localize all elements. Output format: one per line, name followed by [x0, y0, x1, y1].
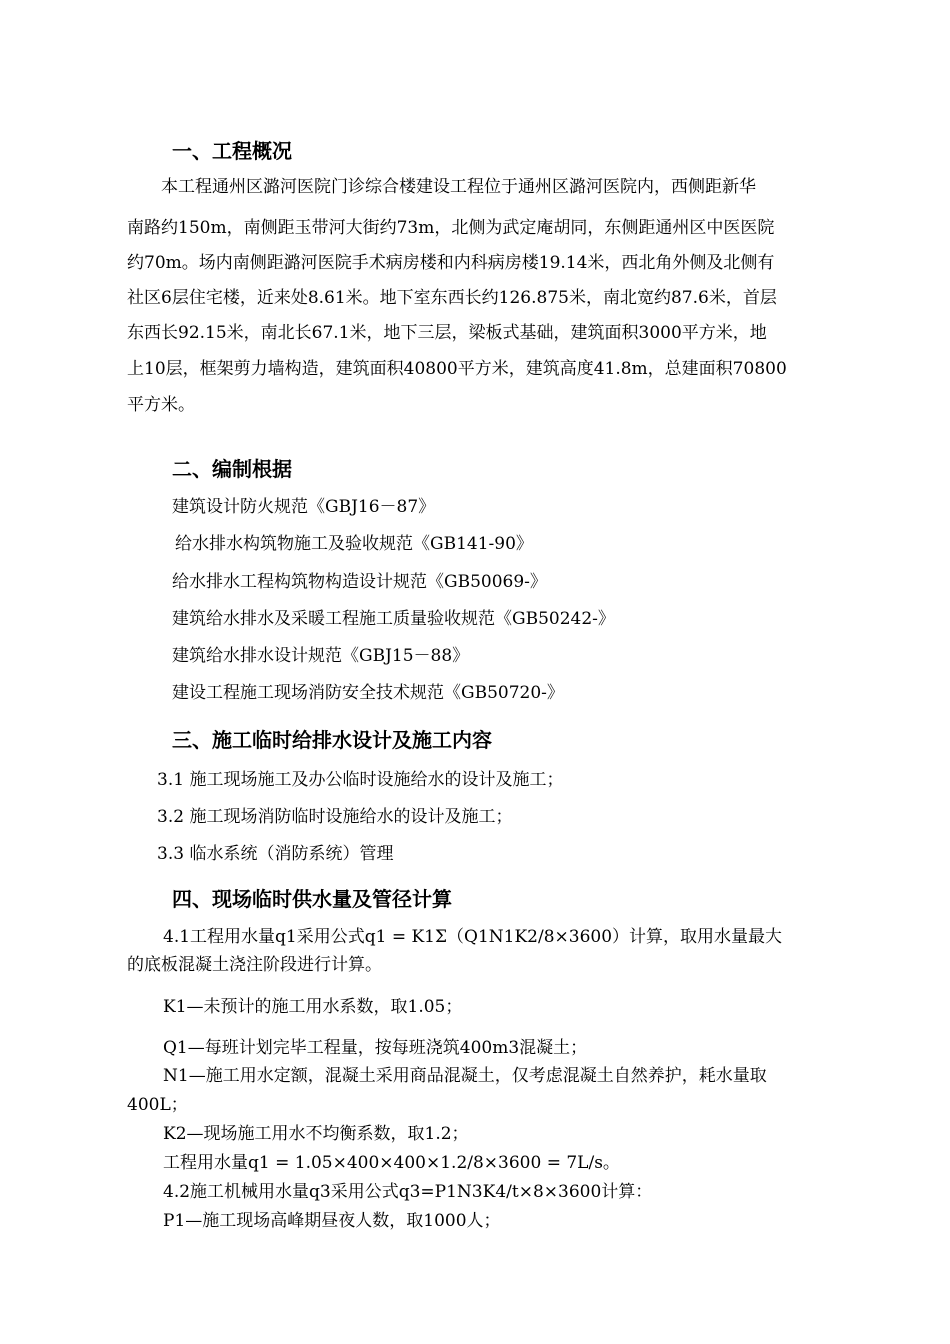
reference-item: 建筑给水排水及采暖工程施工质量验收规范《GB50242-》: [172, 609, 615, 629]
section-4-line: N1—施工用水定额，混凝土采用商品混凝土，仅考虑混凝土自然养护，耗水量取: [163, 1066, 767, 1086]
reference-item: 建筑给水排水设计规范《GBJ15－88》: [172, 646, 470, 666]
section-4-line: 工程用水量q1 = 1.05×400×400×1.2/8×3600 = 7L/s。: [163, 1153, 620, 1173]
content-item: 3.1 施工现场施工及办公临时设施给水的设计及施工；: [157, 770, 564, 790]
content-item: 3.3 临水系统（消防系统）管理: [157, 844, 394, 864]
section-4-line: 4.1工程用水量q1采用公式q1 = K1Σ（Q1N1K2/8×3600）计算，取用水量最大: [163, 927, 783, 947]
content-item: 3.2 施工现场消防临时设施给水的设计及施工；: [157, 807, 513, 827]
section-4-title: 四、现场临时供水量及管径计算: [172, 887, 452, 911]
section-1-line: 东西长92.15米，南北长67.1米，地下三层，梁板式基础，建筑面积3000平方米，地: [127, 323, 767, 343]
section-4-line: K2—现场施工用水不均衡系数，取1.2；: [163, 1124, 469, 1144]
section-1-line: 约70m。场内南侧距潞河医院手术病房楼和内科病房楼19.14米，西北角外侧及北侧有: [127, 253, 775, 273]
section-4-line: 400L；: [127, 1095, 188, 1115]
section-1-title: 一、工程概况: [172, 139, 292, 163]
section-4-line: P1—施工现场高峰期昼夜人数，取1000人；: [163, 1211, 501, 1231]
reference-item: 给水排水构筑物施工及验收规范《GB141-90》: [175, 534, 533, 554]
reference-item: 建筑设计防火规范《GBJ16－87》: [172, 497, 436, 517]
section-1-line: 本工程通州区潞河医院门诊综合楼建设工程位于通州区潞河医院内，西侧距新华: [161, 177, 756, 197]
section-1-line: 南路约150m，南侧距玉带河大街约73m，北侧为武定庵胡同，东侧距通州区中医医院: [127, 218, 775, 238]
reference-item: 建设工程施工现场消防安全技术规范《GB50720-》: [172, 683, 564, 703]
reference-item: 给水排水工程构筑物构造设计规范《GB50069-》: [172, 572, 547, 592]
section-1-line: 上10层，框架剪力墙构造，建筑面积40800平方米，建筑高度41.8m，总建面积70800: [127, 359, 787, 379]
section-3-title: 三、施工临时给排水设计及施工内容: [172, 728, 492, 752]
section-1-line: 平方米。: [127, 395, 195, 415]
section-1-line: 社区6层住宅楼，近来处8.61米。地下室东西长约126.875米，南北宽约87.6米，首层: [127, 288, 777, 308]
section-4-line: 的底板混凝土浇注阶段进行计算。: [127, 955, 382, 975]
section-4-line: 4.2施工机械用水量q3采用公式q3=P1N3K4/t×8×3600计算：: [163, 1182, 653, 1202]
section-4-line: Q1—每班计划完毕工程量，按每班浇筑400m3混凝土；: [163, 1038, 588, 1058]
section-2-title: 二、编制根据: [172, 457, 292, 481]
section-4-line: K1—未预计的施工用水系数，取1.05；: [163, 997, 463, 1017]
